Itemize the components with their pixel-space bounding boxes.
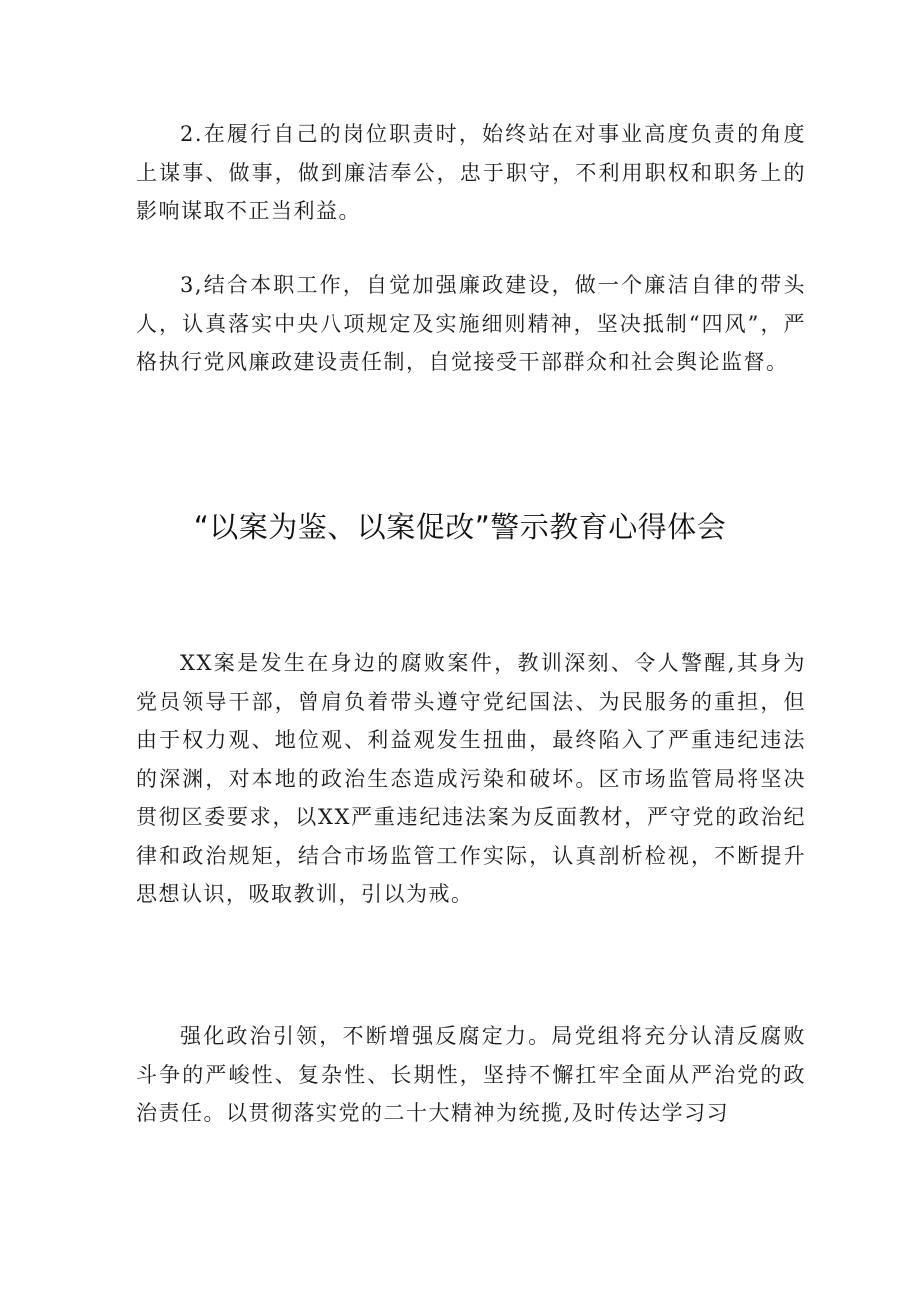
list-item-2: 2.在履行自己的岗位职责时，始终站在对事业高度负责的角度上谋事、做事，做到廉洁奉公，忠于职守，不利用职权和职务上的影响谋取不正当利益。	[136, 122, 806, 223]
body-paragraph-2: 强化政治引领，不断增强反腐定力。局党组将充分认清反腐败斗争的严峻性、复杂性、长期性，坚持不懈扛牢全面从严治党的政治责任。以贯彻落实党的二十大精神为统揽,及时传达学习习	[136, 1024, 806, 1125]
article-title: “以案为鉴、以案促改”警示教育心得体会	[193, 510, 727, 544]
body-paragraph-1: XX案是发生在身边的腐败案件，教训深刻、令人警醒,其身为党员领导干部，曾肩负着带头遵守党纪国法、为民服务的重担，但由于权力观、地位观、利益观发生扭曲，最终陷入了严重违纪违法的深渊，对本地的政治生态造成污染和破坏。区市场监管局将坚决贯彻区委要求，以XX严重违纪违法案为反面教材，严守党的政治纪律和政治规矩，结合市场监管工作实际，认真剖析检视，不断提升思想认识，吸取教训，引以为戒。	[136, 651, 806, 906]
list-item-3: 3,结合本职工作，自觉加强廉政建设，做一个廉洁自律的带头人，认真落实中央八项规定及实施细则精神，坚决抵制“四风”，严格执行党风廉政建设责任制，自觉接受干部群众和社会舆论监督。	[136, 273, 806, 374]
